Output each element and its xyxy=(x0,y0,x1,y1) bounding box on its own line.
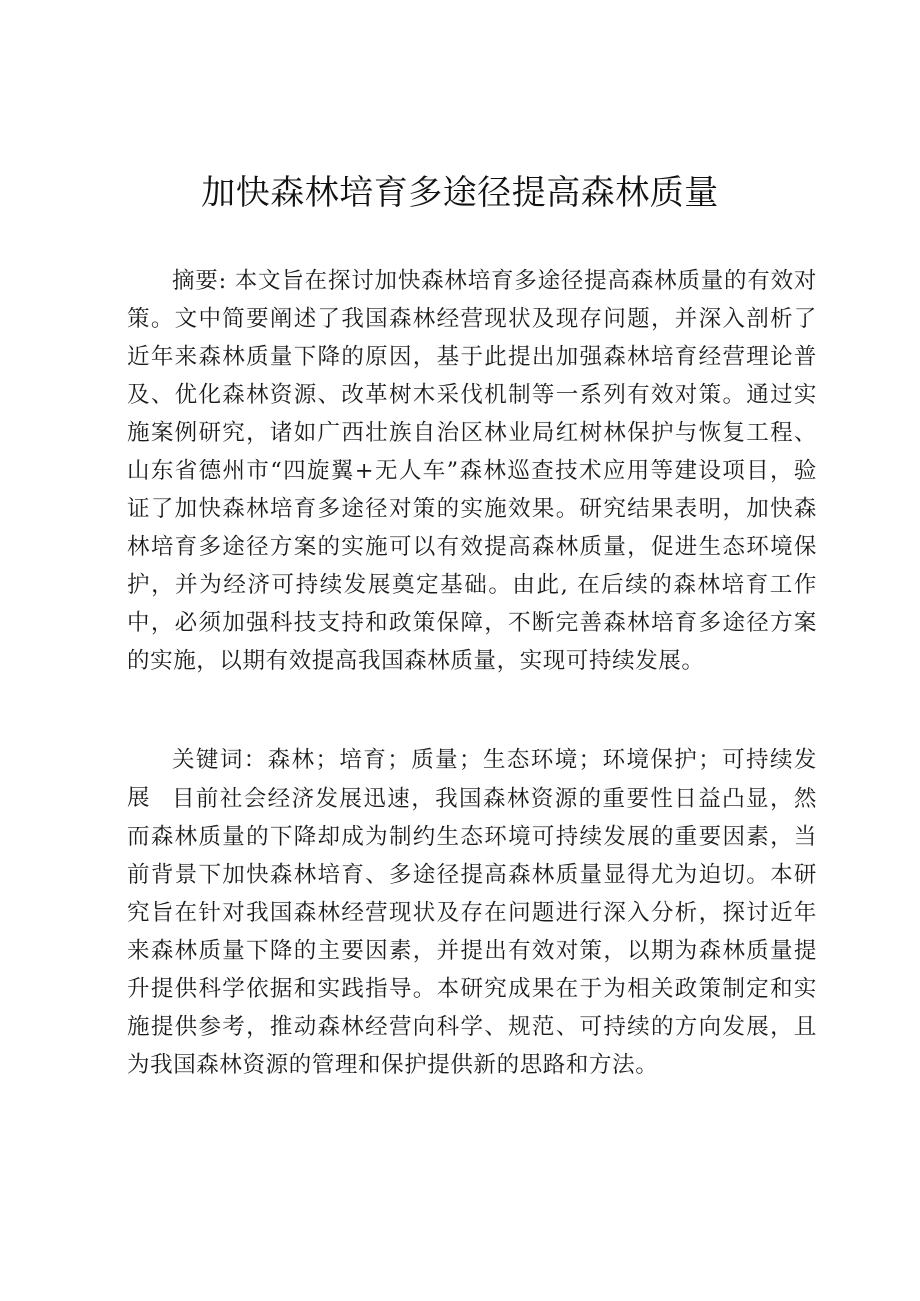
abstract-paragraph: 摘要: 本文旨在探讨加快森林培育多途径提高森林质量的有效对策。文中简要阐述了我国森林经营现状及现存问题，并深入剖析了近年来森林质量下降的原因，基于此提出加强森林培育经营理论普及、优化森林资源、改革树木采伐机制等一系列有效对策。通过实施案例研究，诸如广西壮族自治区林业局红树林保护与恢复工程、山东省德州市“四旋翼+无人车”森林巡查技术应用等建设项目，验证了加快森林培育多途径对策的实施效果。研究结果表明，加快森林培育多途径方案的实施可以有效提高森林质量，促进生态环境保护，并为经济可持续发展奠定基础。由此, 在后续的森林培育工作中，必须加强科技支持和政策保障，不断完善森林培育多途径方案的实施，以期有效提高我国森林质量，实现可持续发展。 xyxy=(127,268,817,674)
document-title: 加快森林培育多途径提高森林质量 xyxy=(201,173,719,213)
keywords-paragraph: 关键词：森林；培育；质量；生态环境；环境保护；可持续发展 xyxy=(127,747,817,811)
introduction-paragraph: 目前社会经济发展迅速，我国森林资源的重要性日益凸显，然而森林质量的下降却成为制约生态环境可持续发展的重要因素，当前背景下加快森林培育、多途径提高森林质量显得尤为迫切。本研究旨在针对我国森林经营现状及存在问题进行深入分析，探讨近年来森林质量下降的主要因素，并提出有效对策，以期为森林质量提升提供科学依据和实践指导。本研究成果在于为相关政策制定和实施提供参考，推动森林经营向科学、规范、可持续的方向发展，且为我国森林资源的管理和保护提供新的思路和方法。 xyxy=(127,786,817,1078)
